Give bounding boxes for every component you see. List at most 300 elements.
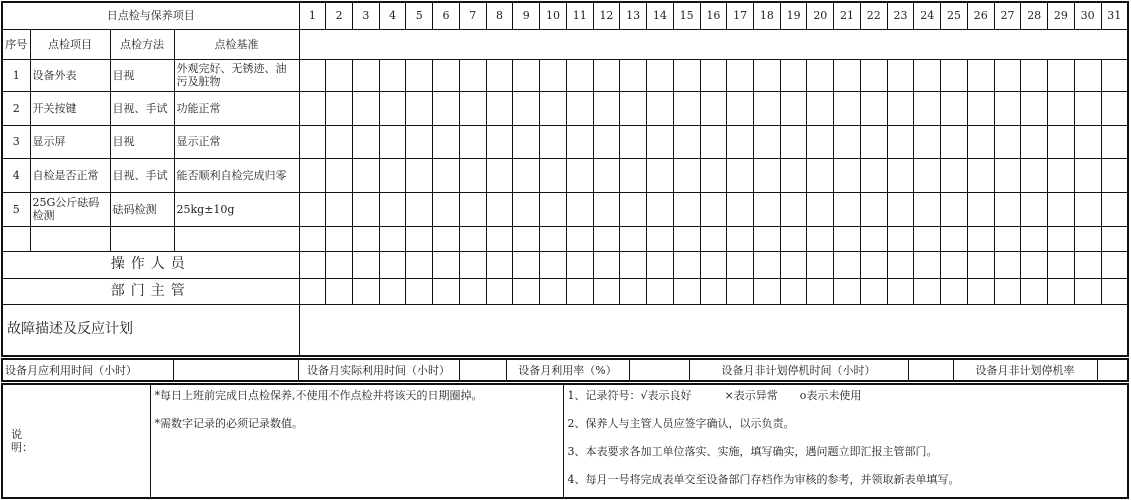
day-cell[interactable] xyxy=(647,125,674,158)
day-cell[interactable] xyxy=(513,158,540,192)
day-cell[interactable] xyxy=(647,91,674,125)
day-cell[interactable] xyxy=(834,251,861,278)
day-cell[interactable] xyxy=(807,251,834,278)
fault-description[interactable] xyxy=(299,304,1128,356)
day-cell[interactable] xyxy=(326,158,353,192)
day-cell[interactable] xyxy=(433,192,460,226)
day-cell[interactable] xyxy=(299,91,326,125)
operator-label: 操作人员 xyxy=(2,251,299,278)
day-cell[interactable] xyxy=(647,226,674,251)
day-cell[interactable] xyxy=(967,226,994,251)
day-cell[interactable] xyxy=(647,158,674,192)
day-cell[interactable] xyxy=(379,251,406,278)
day-cell[interactable] xyxy=(700,251,727,278)
day-cell[interactable] xyxy=(941,91,968,125)
day-cell[interactable] xyxy=(834,59,861,91)
day-cell[interactable] xyxy=(593,158,620,192)
planned-time-label: 设备月应利用时间（小时） xyxy=(2,359,173,381)
row-item: 设备外表 xyxy=(30,59,110,91)
day-cell[interactable] xyxy=(540,158,567,192)
day-cell[interactable] xyxy=(753,59,780,91)
day-cell[interactable] xyxy=(593,59,620,91)
day-cell[interactable] xyxy=(914,192,941,226)
day-header: 14 xyxy=(647,2,674,29)
day-cell[interactable] xyxy=(1021,251,1048,278)
day-cell[interactable] xyxy=(352,91,379,125)
day-cell[interactable] xyxy=(299,125,326,158)
day-cell[interactable] xyxy=(1048,125,1075,158)
day-cell[interactable] xyxy=(887,278,914,304)
day-header: 1 xyxy=(299,2,326,29)
day-cell[interactable] xyxy=(914,278,941,304)
day-cell[interactable] xyxy=(941,226,968,251)
day-header: 12 xyxy=(593,2,620,29)
day-header: 3 xyxy=(352,2,379,29)
day-cell[interactable] xyxy=(299,192,326,226)
day-cell[interactable] xyxy=(673,91,700,125)
day-cell[interactable] xyxy=(700,158,727,192)
day-cell[interactable] xyxy=(807,158,834,192)
day-cell[interactable] xyxy=(513,91,540,125)
day-cell[interactable] xyxy=(486,59,513,91)
day-cell[interactable] xyxy=(593,278,620,304)
day-header: 17 xyxy=(727,2,754,29)
day-cell[interactable] xyxy=(406,251,433,278)
day-cell[interactable] xyxy=(326,251,353,278)
day-cell[interactable] xyxy=(1048,158,1075,192)
empty-cell[interactable] xyxy=(174,226,299,251)
day-cell[interactable] xyxy=(513,278,540,304)
day-cell[interactable] xyxy=(620,278,647,304)
day-cell[interactable] xyxy=(994,192,1021,226)
item-header: 点检项目 xyxy=(30,29,110,59)
day-cell[interactable] xyxy=(1074,251,1101,278)
day-cell[interactable] xyxy=(406,278,433,304)
fault-label: 故障描述及反应计划 xyxy=(2,304,299,356)
day-cell[interactable] xyxy=(433,59,460,91)
day-cell[interactable] xyxy=(860,91,887,125)
row-method: 目视、手试 xyxy=(110,91,174,125)
day-header: 21 xyxy=(834,2,861,29)
day-cell[interactable] xyxy=(914,226,941,251)
day-cell[interactable] xyxy=(352,251,379,278)
day-header: 31 xyxy=(1101,2,1128,29)
day-cell[interactable] xyxy=(1074,226,1101,251)
day-cell[interactable] xyxy=(753,91,780,125)
day-cell[interactable] xyxy=(459,251,486,278)
day-cell[interactable] xyxy=(433,125,460,158)
actual-time-value[interactable] xyxy=(459,359,506,381)
day-cell[interactable] xyxy=(753,226,780,251)
notes-left: *每日上班前完成日点检保养,不使用不作点检并将该天的日期圈掉。 *需数字记录的必须记录数值。 xyxy=(150,384,563,498)
day-cell[interactable] xyxy=(1048,251,1075,278)
day-cell[interactable] xyxy=(299,226,326,251)
day-cell[interactable] xyxy=(566,59,593,91)
day-cell[interactable] xyxy=(994,125,1021,158)
row-standard: 显示正常 xyxy=(174,125,299,158)
day-cell[interactable] xyxy=(673,226,700,251)
day-cell[interactable] xyxy=(1048,91,1075,125)
day-cell[interactable] xyxy=(459,125,486,158)
day-cell[interactable] xyxy=(727,226,754,251)
empty-cell[interactable] xyxy=(2,226,30,251)
day-cell[interactable] xyxy=(780,91,807,125)
day-cell[interactable] xyxy=(352,192,379,226)
day-cell[interactable] xyxy=(753,158,780,192)
day-cell[interactable] xyxy=(1048,278,1075,304)
table-row xyxy=(2,251,1128,278)
day-cell[interactable] xyxy=(1021,226,1048,251)
day-cell[interactable] xyxy=(807,91,834,125)
day-cell[interactable] xyxy=(673,59,700,91)
day-cell[interactable] xyxy=(941,125,968,158)
day-cell[interactable] xyxy=(1074,91,1101,125)
day-cell[interactable] xyxy=(700,125,727,158)
day-cell[interactable] xyxy=(406,125,433,158)
day-cell[interactable] xyxy=(941,158,968,192)
day-cell[interactable] xyxy=(673,251,700,278)
day-cell[interactable] xyxy=(593,226,620,251)
day-cell[interactable] xyxy=(1048,192,1075,226)
day-cell[interactable] xyxy=(1074,192,1101,226)
downtime-value[interactable] xyxy=(908,359,953,381)
day-cell[interactable] xyxy=(566,251,593,278)
day-cell[interactable] xyxy=(727,125,754,158)
row-item: 自检是否正常 xyxy=(30,158,110,192)
day-cell[interactable] xyxy=(753,125,780,158)
day-cell[interactable] xyxy=(834,125,861,158)
day-cell[interactable] xyxy=(540,251,567,278)
day-cell[interactable] xyxy=(566,91,593,125)
day-cell[interactable] xyxy=(1074,158,1101,192)
day-cell[interactable] xyxy=(433,158,460,192)
day-cell[interactable] xyxy=(1074,278,1101,304)
day-cell[interactable] xyxy=(753,192,780,226)
table-row xyxy=(2,192,1128,226)
day-cell[interactable] xyxy=(994,158,1021,192)
supervisor-label: 部门主管 xyxy=(2,278,299,304)
day-header: 26 xyxy=(967,2,994,29)
day-cell[interactable] xyxy=(566,226,593,251)
day-header: 7 xyxy=(459,2,486,29)
day-cell[interactable] xyxy=(540,278,567,304)
downtime-rate-value[interactable] xyxy=(1097,359,1128,381)
day-cell[interactable] xyxy=(326,278,353,304)
day-cell[interactable] xyxy=(1021,278,1048,304)
day-cell[interactable] xyxy=(647,59,674,91)
day-cell[interactable] xyxy=(620,59,647,91)
day-cell[interactable] xyxy=(1101,91,1128,125)
row-seq: 3 xyxy=(2,125,30,158)
day-area xyxy=(299,29,1128,59)
day-cell[interactable] xyxy=(379,59,406,91)
day-cell[interactable] xyxy=(1021,158,1048,192)
day-cell[interactable] xyxy=(860,125,887,158)
day-cell[interactable] xyxy=(834,158,861,192)
day-cell[interactable] xyxy=(887,158,914,192)
day-cell[interactable] xyxy=(352,278,379,304)
day-cell[interactable] xyxy=(459,278,486,304)
table-row xyxy=(2,278,1128,304)
day-cell[interactable] xyxy=(780,251,807,278)
row-seq: 1 xyxy=(2,59,30,91)
day-cell[interactable] xyxy=(914,125,941,158)
day-cell[interactable] xyxy=(700,91,727,125)
day-cell[interactable] xyxy=(1048,226,1075,251)
day-cell[interactable] xyxy=(486,226,513,251)
day-cell[interactable] xyxy=(753,278,780,304)
day-cell[interactable] xyxy=(834,278,861,304)
day-cell[interactable] xyxy=(1101,158,1128,192)
empty-cell[interactable] xyxy=(30,226,110,251)
day-cell[interactable] xyxy=(379,278,406,304)
day-cell[interactable] xyxy=(1101,59,1128,91)
day-cell[interactable] xyxy=(406,91,433,125)
day-cell[interactable] xyxy=(433,278,460,304)
day-cell[interactable] xyxy=(914,91,941,125)
day-cell[interactable] xyxy=(807,226,834,251)
day-cell[interactable] xyxy=(914,59,941,91)
day-cell[interactable] xyxy=(941,59,968,91)
day-cell[interactable] xyxy=(486,192,513,226)
utilization-rate-value[interactable] xyxy=(629,359,689,381)
day-cell[interactable] xyxy=(459,91,486,125)
day-cell[interactable] xyxy=(887,59,914,91)
day-cell[interactable] xyxy=(513,125,540,158)
day-cell[interactable] xyxy=(620,192,647,226)
day-cell[interactable] xyxy=(860,226,887,251)
day-cell[interactable] xyxy=(459,158,486,192)
day-cell[interactable] xyxy=(700,226,727,251)
day-cell[interactable] xyxy=(486,251,513,278)
day-cell[interactable] xyxy=(700,192,727,226)
day-header: 19 xyxy=(780,2,807,29)
day-cell[interactable] xyxy=(1101,226,1128,251)
day-cell[interactable] xyxy=(780,125,807,158)
day-cell[interactable] xyxy=(807,192,834,226)
day-cell[interactable] xyxy=(727,59,754,91)
day-cell[interactable] xyxy=(352,226,379,251)
day-cell[interactable] xyxy=(620,251,647,278)
day-cell[interactable] xyxy=(994,278,1021,304)
day-cell[interactable] xyxy=(967,59,994,91)
row-method: 目视 xyxy=(110,125,174,158)
day-cell[interactable] xyxy=(967,125,994,158)
day-cell[interactable] xyxy=(540,125,567,158)
day-cell[interactable] xyxy=(1021,91,1048,125)
day-cell[interactable] xyxy=(566,192,593,226)
day-cell[interactable] xyxy=(593,91,620,125)
day-cell[interactable] xyxy=(727,91,754,125)
day-cell[interactable] xyxy=(406,158,433,192)
day-cell[interactable] xyxy=(994,226,1021,251)
day-header: 30 xyxy=(1074,2,1101,29)
day-cell[interactable] xyxy=(967,278,994,304)
day-cell[interactable] xyxy=(673,158,700,192)
day-cell[interactable] xyxy=(860,59,887,91)
day-cell[interactable] xyxy=(1021,59,1048,91)
day-cell[interactable] xyxy=(1021,192,1048,226)
day-cell[interactable] xyxy=(540,91,567,125)
day-cell[interactable] xyxy=(326,59,353,91)
day-cell[interactable] xyxy=(780,278,807,304)
day-cell[interactable] xyxy=(513,192,540,226)
day-cell[interactable] xyxy=(379,125,406,158)
day-cell[interactable] xyxy=(753,251,780,278)
day-cell[interactable] xyxy=(1021,125,1048,158)
day-cell[interactable] xyxy=(673,192,700,226)
day-cell[interactable] xyxy=(780,226,807,251)
day-cell[interactable] xyxy=(967,91,994,125)
day-cell[interactable] xyxy=(1074,125,1101,158)
row-seq: 4 xyxy=(2,158,30,192)
day-cell[interactable] xyxy=(887,192,914,226)
day-cell[interactable] xyxy=(326,91,353,125)
day-cell[interactable] xyxy=(406,59,433,91)
day-cell[interactable] xyxy=(727,192,754,226)
day-cell[interactable] xyxy=(352,125,379,158)
day-cell[interactable] xyxy=(860,251,887,278)
day-cell[interactable] xyxy=(352,158,379,192)
day-cell[interactable] xyxy=(941,251,968,278)
day-cell[interactable] xyxy=(834,226,861,251)
day-cell[interactable] xyxy=(887,91,914,125)
day-cell[interactable] xyxy=(486,125,513,158)
day-cell[interactable] xyxy=(807,125,834,158)
day-cell[interactable] xyxy=(459,192,486,226)
day-cell[interactable] xyxy=(967,251,994,278)
day-cell[interactable] xyxy=(1101,251,1128,278)
day-cell[interactable] xyxy=(433,251,460,278)
day-cell[interactable] xyxy=(566,125,593,158)
day-cell[interactable] xyxy=(593,192,620,226)
day-cell[interactable] xyxy=(887,251,914,278)
day-cell[interactable] xyxy=(540,192,567,226)
day-cell[interactable] xyxy=(914,158,941,192)
day-cell[interactable] xyxy=(1101,278,1128,304)
day-cell[interactable] xyxy=(700,59,727,91)
seq-header: 序号 xyxy=(2,29,30,59)
day-cell[interactable] xyxy=(647,251,674,278)
day-cell[interactable] xyxy=(780,158,807,192)
day-cell[interactable] xyxy=(326,226,353,251)
table-row xyxy=(2,125,1128,158)
day-cell[interactable] xyxy=(673,125,700,158)
day-cell[interactable] xyxy=(887,125,914,158)
downtime-label: 设备月非计划停机时间（小时） xyxy=(689,359,908,381)
day-cell[interactable] xyxy=(486,158,513,192)
day-cell[interactable] xyxy=(620,158,647,192)
planned-time-value[interactable] xyxy=(173,359,298,381)
day-cell[interactable] xyxy=(967,158,994,192)
table-row xyxy=(2,91,1128,125)
day-cell[interactable] xyxy=(860,278,887,304)
day-cell[interactable] xyxy=(1048,59,1075,91)
day-cell[interactable] xyxy=(406,226,433,251)
row-standard: 25kg±10g xyxy=(174,192,299,226)
day-cell[interactable] xyxy=(299,59,326,91)
day-cell[interactable] xyxy=(326,192,353,226)
day-cell[interactable] xyxy=(673,278,700,304)
table-row xyxy=(2,2,1128,29)
day-cell[interactable] xyxy=(620,91,647,125)
day-cell[interactable] xyxy=(486,91,513,125)
day-cell[interactable] xyxy=(860,192,887,226)
day-cell[interactable] xyxy=(941,278,968,304)
day-cell[interactable] xyxy=(299,278,326,304)
day-cell[interactable] xyxy=(379,158,406,192)
day-cell[interactable] xyxy=(994,251,1021,278)
day-cell[interactable] xyxy=(406,192,433,226)
day-cell[interactable] xyxy=(860,158,887,192)
day-cell[interactable] xyxy=(593,251,620,278)
day-cell[interactable] xyxy=(700,278,727,304)
day-cell[interactable] xyxy=(513,59,540,91)
day-cell[interactable] xyxy=(807,278,834,304)
day-cell[interactable] xyxy=(780,59,807,91)
day-cell[interactable] xyxy=(513,251,540,278)
day-cell[interactable] xyxy=(540,226,567,251)
day-cell[interactable] xyxy=(513,226,540,251)
day-cell[interactable] xyxy=(620,226,647,251)
day-cell[interactable] xyxy=(834,192,861,226)
day-cell[interactable] xyxy=(780,192,807,226)
day-cell[interactable] xyxy=(299,251,326,278)
day-cell[interactable] xyxy=(914,251,941,278)
day-cell[interactable] xyxy=(352,59,379,91)
day-cell[interactable] xyxy=(459,59,486,91)
method-header: 点检方法 xyxy=(110,29,174,59)
day-header: 10 xyxy=(540,2,567,29)
day-cell[interactable] xyxy=(647,192,674,226)
day-cell[interactable] xyxy=(994,91,1021,125)
day-cell[interactable] xyxy=(807,59,834,91)
day-cell[interactable] xyxy=(1074,59,1101,91)
day-header: 8 xyxy=(486,2,513,29)
table-row xyxy=(2,226,1128,251)
day-cell[interactable] xyxy=(593,125,620,158)
empty-cell[interactable] xyxy=(110,226,174,251)
day-cell[interactable] xyxy=(647,278,674,304)
day-cell[interactable] xyxy=(887,226,914,251)
day-cell[interactable] xyxy=(379,226,406,251)
day-cell[interactable] xyxy=(433,91,460,125)
day-cell[interactable] xyxy=(834,91,861,125)
day-cell[interactable] xyxy=(727,251,754,278)
day-cell[interactable] xyxy=(379,192,406,226)
day-cell[interactable] xyxy=(326,125,353,158)
day-cell[interactable] xyxy=(727,158,754,192)
day-cell[interactable] xyxy=(540,59,567,91)
day-cell[interactable] xyxy=(727,278,754,304)
day-cell[interactable] xyxy=(967,192,994,226)
day-cell[interactable] xyxy=(1101,192,1128,226)
day-cell[interactable] xyxy=(486,278,513,304)
row-seq: 5 xyxy=(2,192,30,226)
day-cell[interactable] xyxy=(299,158,326,192)
day-cell[interactable] xyxy=(994,59,1021,91)
utilization-rate-label: 设备月利用率（%） xyxy=(506,359,629,381)
day-cell[interactable] xyxy=(379,91,406,125)
day-cell[interactable] xyxy=(941,192,968,226)
day-cell[interactable] xyxy=(566,278,593,304)
day-cell[interactable] xyxy=(620,125,647,158)
day-header: 24 xyxy=(914,2,941,29)
day-cell[interactable] xyxy=(459,226,486,251)
day-cell[interactable] xyxy=(566,158,593,192)
day-cell[interactable] xyxy=(433,226,460,251)
day-cell[interactable] xyxy=(1101,125,1128,158)
